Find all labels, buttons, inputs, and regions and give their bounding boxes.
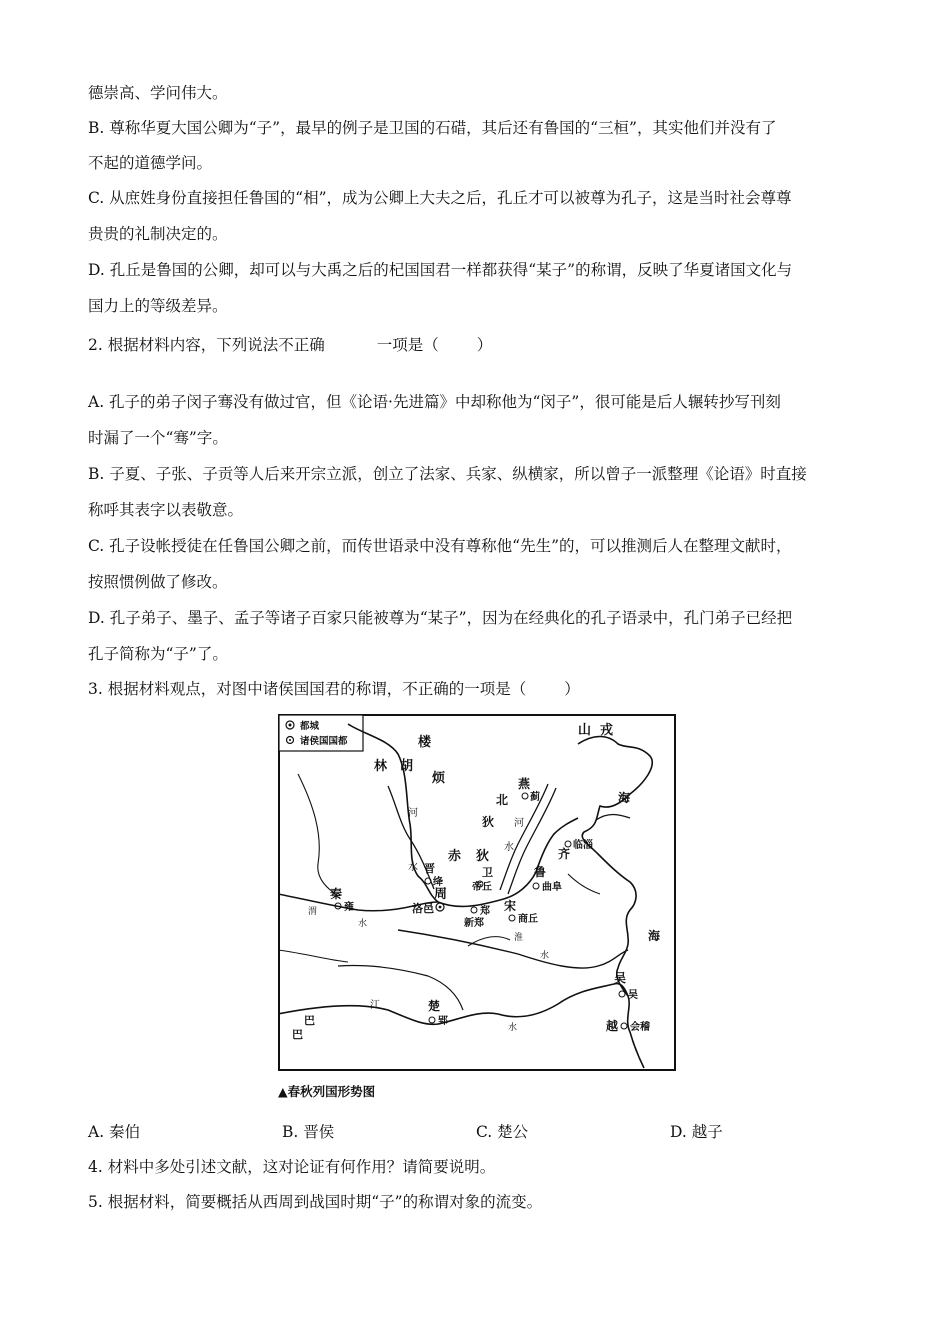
label-qin: 秦 bbox=[330, 887, 343, 901]
label-beidi-2: 狄 bbox=[482, 815, 495, 829]
label-wei: 卫 bbox=[482, 866, 493, 879]
label-linzi: 临淄 bbox=[573, 840, 593, 851]
label-ying: 郢 bbox=[438, 1016, 448, 1027]
label-linhu-2: 胡 bbox=[400, 759, 414, 774]
label-beidi-1: 北 bbox=[496, 793, 509, 807]
q1-option-a-tail: 德崇高、学问伟大。 bbox=[88, 84, 228, 102]
label-ji: 蓟 bbox=[530, 792, 540, 803]
label-chidi-1: 赤 bbox=[448, 849, 462, 864]
label-shangqiu: 商丘 bbox=[518, 914, 538, 925]
map-caption: ▲春秋列国形势图 bbox=[278, 1084, 376, 1099]
label-song: 宋 bbox=[504, 899, 517, 913]
label-zheng: 郑 bbox=[480, 906, 490, 917]
legend-state-capital-label: 诸侯国国都 bbox=[300, 736, 348, 747]
label-luoyi: 洛邑 bbox=[412, 902, 434, 915]
label-qi: 齐 bbox=[558, 847, 571, 861]
label-river-wei-2: 水 bbox=[358, 919, 368, 929]
label-yong: 雍 bbox=[344, 902, 354, 913]
label-yan: 燕 bbox=[518, 777, 531, 791]
label-ba-2: 巴 bbox=[292, 1028, 303, 1041]
label-wu-city: 吴 bbox=[628, 990, 638, 1001]
q2-stem: 2. 根据材料内容，下列说法不正确 一项是（ ） bbox=[88, 336, 493, 354]
q5-stem: 5. 根据材料，简要概括从西周到战国时期“子”的称谓对象的流变。 bbox=[88, 1193, 543, 1211]
label-river-shui-1: 水 bbox=[408, 862, 418, 873]
q2-option-d-cont: 孔子简称为“子”了。 bbox=[88, 645, 228, 663]
label-jin: 晋 bbox=[424, 862, 435, 875]
q3-stem: 3. 根据材料观点，对图中诸侯国国君的称谓，不正确的一项是（ ） bbox=[88, 680, 580, 698]
label-chu: 楚 bbox=[428, 999, 441, 1013]
label-zhou: 周 bbox=[434, 887, 448, 902]
q2-option-c: C. 孔子设帐授徒在任鲁国公卿之前，而传世语录中没有尊称他“先生”的，可以推测后人在整理文献时， bbox=[88, 537, 792, 555]
label-river-he-1: 河 bbox=[408, 808, 418, 819]
label-river-shui-3: 水 bbox=[508, 1023, 518, 1033]
label-river-huai-2: 水 bbox=[540, 951, 550, 961]
q2-option-d: D. 孔子弟子、墨子、孟子等诸子百家只能被尊为“某子”，因为在经典化的孔子语录中，孔门弟子已经把 bbox=[88, 609, 793, 627]
q4-stem: 4. 材料中多处引述文献，这对论证有何作用？请简要说明。 bbox=[88, 1158, 496, 1176]
q1-option-c-cont: 贵贵的礼制决定的。 bbox=[88, 225, 228, 243]
label-sea-2: 海 bbox=[648, 929, 661, 943]
q1-option-d-cont: 国力上的等级差异。 bbox=[88, 297, 228, 315]
spring-autumn-map bbox=[278, 714, 676, 1071]
label-wu: 吴 bbox=[614, 971, 627, 985]
q3-option-d: D. 越子 bbox=[670, 1123, 723, 1141]
legend-capital-label: 都城 bbox=[300, 721, 320, 732]
label-river-shui-2: 水 bbox=[504, 842, 514, 853]
q2-option-b-cont: 称呼其表字以表敬意。 bbox=[88, 501, 244, 519]
label-diqiu: 帝丘 bbox=[472, 882, 492, 893]
label-ba-1: 巴 bbox=[304, 1014, 315, 1027]
label-river-wei-1: 渭 bbox=[308, 907, 318, 917]
label-kuaiji: 会稽 bbox=[630, 1022, 650, 1033]
q3-option-a: A. 秦伯 bbox=[88, 1123, 141, 1141]
label-river-jiang: 江 bbox=[370, 1000, 380, 1011]
label-river-he-2: 河 bbox=[514, 818, 524, 829]
q2-option-a-cont: 时漏了一个“骞”字。 bbox=[88, 429, 228, 447]
label-loufan-1: 楼 bbox=[418, 735, 432, 750]
label-loufan-2: 烦 bbox=[432, 771, 446, 786]
label-shanrong-2: 戎 bbox=[600, 723, 614, 738]
q1-option-c: C. 从庶姓身份直接担任鲁国的“相”，成为公卿上大夫之后，孔丘才可以被尊为孔子，这是当时社会尊尊 bbox=[88, 189, 792, 207]
q3-option-c: C. 楚公 bbox=[476, 1123, 529, 1141]
label-sea-1: 海 bbox=[618, 791, 631, 805]
label-lu: 鲁 bbox=[534, 865, 547, 879]
q2-option-c-cont: 按照惯例做了修改。 bbox=[88, 573, 228, 591]
label-qufu: 曲阜 bbox=[542, 882, 562, 893]
q1-option-d: D. 孔丘是鲁国的公卿，却可以与大禹之后的杞国国君一样都获得“某子”的称谓，反映了华夏诸国文化与 bbox=[88, 261, 793, 279]
label-river-huai-1: 淮 bbox=[514, 933, 524, 943]
label-yue: 越 bbox=[606, 1019, 619, 1033]
q1-option-b: B. 尊称华夏大国公卿为“子”，最早的例子是卫国的石碏，其后还有鲁国的“三桓”，其实他们并没有了 bbox=[88, 119, 777, 137]
q1-option-b-cont: 不起的道德学问。 bbox=[88, 154, 213, 172]
label-jiang: 绛 bbox=[433, 877, 443, 888]
q2-option-a: A. 孔子的弟子闵子骞没有做过官，但《论语·先进篇》中却称他为“闵子”，很可能是后人辗转抄写刊刻 bbox=[88, 393, 781, 411]
q2-option-b: B. 子夏、子张、子贡等人后来开宗立派，创立了法家、兵家、纵横家，所以曾子一派整理《论语》时直接 bbox=[88, 465, 807, 483]
label-shanrong-1: 山 bbox=[578, 723, 592, 738]
label-linhu-1: 林 bbox=[374, 759, 388, 774]
label-xinzheng: 新郑 bbox=[464, 918, 484, 929]
q3-option-b: B. 晋侯 bbox=[282, 1123, 335, 1141]
label-chidi-2: 狄 bbox=[476, 849, 490, 864]
